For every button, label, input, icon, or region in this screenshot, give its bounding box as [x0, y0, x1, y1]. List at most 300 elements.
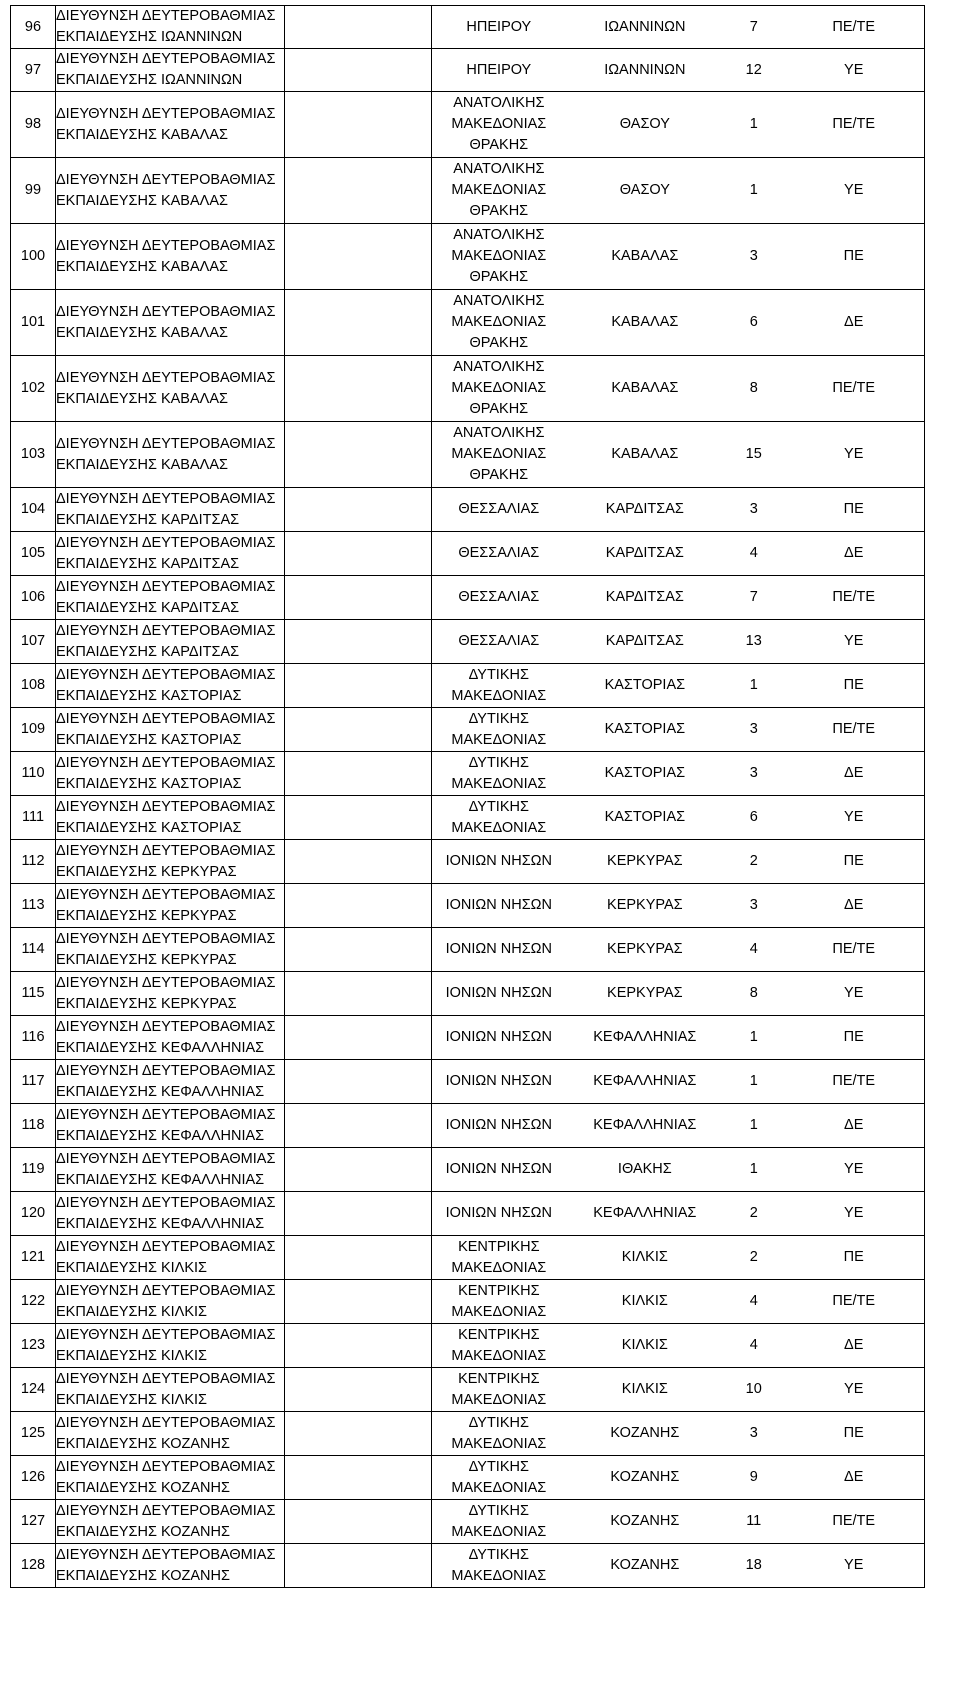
region-line: ΚΕΝΤΡΙΚΗΣ [458, 1370, 540, 1387]
staff-category: ΠΕ/ΤΕ [832, 1513, 876, 1529]
directorate-cell [56, 928, 285, 972]
staff-category: ΠΕ/ΤΕ [832, 721, 876, 737]
staff-category: ΠΕ [843, 501, 864, 517]
directorate-cell [56, 1016, 285, 1060]
position-count: 1 [749, 1161, 758, 1177]
position-count: 1 [749, 116, 758, 132]
staff-category: ΥΕ [844, 446, 864, 462]
directorate-line: ΔΙΕΥΘΥΝΣΗ ΔΕΥΤΕΡΟΒΑΘΜΙΑΣ [56, 369, 276, 386]
directorate-line: ΔΙΕΥΘΥΝΣΗ ΔΕΥΤΕΡΟΒΑΘΜΙΑΣ [56, 435, 276, 452]
region-line: ΔΥΤΙΚΗΣ [468, 1458, 529, 1475]
directorate-line: ΔΙΕΥΘΥΝΣΗ ΔΕΥΤΕΡΟΒΑΘΜΙΑΣ [56, 1150, 276, 1167]
region [432, 753, 566, 795]
position-count: 3 [749, 501, 758, 517]
staff-category: ΥΕ [844, 1205, 864, 1221]
row-number: 127 [11, 1500, 56, 1544]
table-row [11, 1104, 925, 1148]
directorate-line: ΕΚΠΑΙΔΕΥΣΗΣ ΚΕΡΚΥΡΑΣ [56, 995, 237, 1012]
directorate-line: ΔΙΕΥΘΥΝΣΗ ΔΕΥΤΕΡΟΒΑΘΜΙΑΣ [56, 666, 276, 683]
region [432, 225, 566, 288]
staff-category: ΥΕ [844, 61, 864, 78]
location-cell [432, 796, 925, 840]
location-group [432, 631, 924, 652]
staff-category: ΠΕ/ΤΕ [832, 116, 876, 132]
location-cell [432, 840, 925, 884]
prefecture: ΚΙΛΚΙΣ [621, 1337, 668, 1353]
prefecture: ΚΙΛΚΙΣ [621, 1293, 668, 1309]
empty-cell [285, 1236, 432, 1280]
table-row [11, 1544, 925, 1588]
empty-cell [285, 928, 432, 972]
table-row [11, 356, 925, 422]
region-line: ΜΑΚΕΔΟΝΙΑΣ [451, 182, 547, 198]
empty-cell [285, 1280, 432, 1324]
directorate-cell [56, 840, 285, 884]
location-cell [432, 6, 925, 49]
row-number: 112 [11, 840, 56, 884]
location-group [432, 499, 924, 520]
region-line: ΜΑΚΕΔΟΝΙΑΣ [451, 731, 547, 748]
region [432, 1545, 566, 1587]
staff-category: ΠΕ [843, 677, 864, 693]
location-cell [432, 972, 925, 1016]
region-line: ΚΕΝΤΡΙΚΗΣ [458, 1326, 540, 1343]
position-count: 13 [745, 633, 762, 649]
directorate-cell [56, 1500, 285, 1544]
empty-cell [285, 49, 432, 92]
position-count: 1 [749, 1029, 758, 1045]
location-group [432, 291, 924, 354]
region-line: ΙΟΝΙΩΝ ΝΗΣΩΝ [445, 1117, 552, 1133]
table-row [11, 422, 925, 488]
directorate-cell [56, 972, 285, 1016]
table-row [11, 158, 925, 224]
directorate-cell [56, 796, 285, 840]
location-cell [432, 1544, 925, 1588]
table-row [11, 576, 925, 620]
row-number: 120 [11, 1192, 56, 1236]
row-number: 111 [11, 796, 56, 840]
location-cell [432, 1500, 925, 1544]
directorate-line: ΔΙΕΥΘΥΝΣΗ ΔΕΥΤΕΡΟΒΑΘΜΙΑΣ [56, 1326, 276, 1343]
location-cell [432, 884, 925, 928]
staff-category: ΠΕ/ΤΕ [832, 1073, 876, 1089]
region [432, 631, 566, 652]
directorate-line: ΕΚΠΑΙΔΕΥΣΗΣ ΚΟΖΑΝΗΣ [56, 1567, 230, 1584]
directorate-cell [56, 1368, 285, 1412]
row-number: 109 [11, 708, 56, 752]
location-group [432, 851, 924, 872]
directorate-cell [56, 422, 285, 488]
directorate-line: ΔΙΕΥΘΥΝΣΗ ΔΕΥΤΕΡΟΒΑΘΜΙΑΣ [56, 1282, 276, 1299]
directorate-cell [56, 1544, 285, 1588]
position-count: 7 [749, 589, 758, 605]
directorate-line: ΕΚΠΑΙΔΕΥΣΗΣ ΚΑΡΔΙΤΣΑΣ [56, 511, 240, 528]
region-line: ΚΕΝΤΡΙΚΗΣ [458, 1238, 540, 1255]
location-group [432, 159, 924, 222]
staff-category: ΠΕ/ΤΕ [832, 1293, 876, 1309]
region-line: ΔΥΤΙΚΗΣ [468, 798, 529, 815]
row-number: 124 [11, 1368, 56, 1412]
row-number: 102 [11, 356, 56, 422]
prefecture: ΚΕΦΑΛΛΗΝΙΑΣ [593, 1029, 697, 1045]
directorate-line: ΔΙΕΥΘΥΝΣΗ ΔΕΥΤΕΡΟΒΑΘΜΙΑΣ [56, 1458, 276, 1475]
position-count: 3 [749, 248, 758, 264]
empty-cell [285, 488, 432, 532]
region-line: ΔΥΤΙΚΗΣ [468, 710, 529, 727]
row-number: 119 [11, 1148, 56, 1192]
staff-category: ΔΕ [844, 765, 864, 781]
region [432, 1159, 566, 1180]
directorate-line: ΔΙΕΥΘΥΝΣΗ ΔΕΥΤΕΡΟΒΑΘΜΙΑΣ [56, 303, 276, 320]
table-row [11, 752, 925, 796]
directorate-line: ΔΙΕΥΘΥΝΣΗ ΔΕΥΤΕΡΟΒΑΘΜΙΑΣ [56, 1062, 276, 1079]
directorate-line: ΕΚΠΑΙΔΕΥΣΗΣ ΙΩΑΝΝΙΝΩΝ [56, 72, 243, 88]
directorate-cell [56, 532, 285, 576]
table-row [11, 708, 925, 752]
location-cell [432, 1456, 925, 1500]
prefecture: ΚΕΡΚΥΡΑΣ [607, 853, 683, 869]
region [432, 93, 566, 156]
row-number: 118 [11, 1104, 56, 1148]
region-line: ΜΑΚΕΔΟΝΙΑΣ [451, 1259, 547, 1276]
directorate-line: ΕΚΠΑΙΔΕΥΣΗΣ ΚΑΣΤΟΡΙΑΣ [56, 731, 242, 748]
directorate-cell [56, 356, 285, 422]
directorate-line: ΕΚΠΑΙΔΕΥΣΗΣ ΚΑΒΑΛΑΣ [56, 324, 228, 341]
directorate-line: ΔΙΕΥΘΥΝΣΗ ΔΕΥΤΕΡΟΒΑΘΜΙΑΣ [56, 51, 276, 67]
location-group [432, 753, 924, 795]
region-line: ΜΑΚΕΔΟΝΙΑΣ [451, 775, 547, 792]
directorate-cell [56, 1192, 285, 1236]
directorate-line: ΕΚΠΑΙΔΕΥΣΗΣ ΚΕΡΚΥΡΑΣ [56, 907, 237, 924]
directorate-line: ΔΙΕΥΘΥΝΣΗ ΔΕΥΤΕΡΟΒΑΘΜΙΑΣ [56, 8, 276, 24]
directorate-line: ΔΙΕΥΘΥΝΣΗ ΔΕΥΤΕΡΟΒΑΘΜΙΑΣ [56, 1502, 276, 1519]
directorate-line: ΔΙΕΥΘΥΝΣΗ ΔΕΥΤΕΡΟΒΑΘΜΙΑΣ [56, 1414, 276, 1431]
directorate-line: ΕΚΠΑΙΔΕΥΣΗΣ ΚΕΦΑΛΛΗΝΙΑΣ [56, 1171, 265, 1188]
empty-cell [285, 840, 432, 884]
location-group [432, 1237, 924, 1279]
table-row [11, 884, 925, 928]
region-line: ΘΕΣΣΑΛΙΑΣ [458, 633, 540, 649]
region [432, 1501, 566, 1543]
location-group [432, 1369, 924, 1411]
prefecture: ΚΑΡΔΙΤΣΑΣ [605, 501, 684, 517]
location-group [432, 93, 924, 156]
directorate-line: ΕΚΠΑΙΔΕΥΣΗΣ ΚΑΒΑΛΑΣ [56, 258, 228, 275]
region [432, 709, 566, 751]
position-count: 2 [749, 1205, 758, 1221]
region [432, 851, 566, 872]
table-row [11, 840, 925, 884]
region-line: ΜΑΚΕΔΟΝΙΑΣ [451, 819, 547, 836]
location-group [432, 1457, 924, 1499]
row-number: 100 [11, 224, 56, 290]
prefecture: ΚΕΡΚΥΡΑΣ [607, 985, 683, 1001]
region-line: ΜΑΚΕΔΟΝΙΑΣ [451, 1479, 547, 1496]
prefecture: ΚΑΒΑΛΑΣ [611, 446, 679, 462]
staff-category: ΠΕ [843, 248, 864, 264]
directorate-line: ΕΚΠΑΙΔΕΥΣΗΣ ΚΕΡΚΥΡΑΣ [56, 951, 237, 968]
empty-cell [285, 6, 432, 49]
position-count: 3 [749, 897, 758, 913]
row-number: 128 [11, 1544, 56, 1588]
directorate-cell [56, 49, 285, 92]
region-line: ΘΡΑΚΗΣ [469, 269, 529, 285]
staff-category: ΔΕ [844, 1337, 864, 1353]
region-line: ΑΝΑΤΟΛΙΚΗΣ [453, 95, 545, 111]
region-line: ΘΕΣΣΑΛΙΑΣ [458, 545, 540, 561]
position-count: 12 [745, 61, 762, 78]
region-line: ΜΑΚΕΔΟΝΙΑΣ [451, 1567, 547, 1584]
location-cell [432, 92, 925, 158]
location-cell [432, 928, 925, 972]
directorate-line: ΕΚΠΑΙΔΕΥΣΗΣ ΚΑΣΤΟΡΙΑΣ [56, 819, 242, 836]
region-line: ΔΥΤΙΚΗΣ [468, 1546, 529, 1563]
empty-cell [285, 576, 432, 620]
location-cell [432, 664, 925, 708]
region-line: ΙΟΝΙΩΝ ΝΗΣΩΝ [445, 853, 552, 869]
empty-cell [285, 1148, 432, 1192]
prefecture: ΙΩΑΝΝΙΝΩΝ [604, 61, 686, 78]
location-group [432, 1203, 924, 1224]
location-group [432, 983, 924, 1004]
location-group [432, 1325, 924, 1367]
directorate-cell [56, 92, 285, 158]
region-line: ΔΥΤΙΚΗΣ [468, 1414, 529, 1431]
region-line: ΘΡΑΚΗΣ [469, 137, 529, 153]
staff-category: ΔΕ [844, 314, 864, 330]
region-line: ΜΑΚΕΔΟΝΙΑΣ [451, 446, 547, 462]
directorate-line: ΕΚΠΑΙΔΕΥΣΗΣ ΚΕΦΑΛΛΗΝΙΑΣ [56, 1083, 265, 1100]
location-group [432, 1413, 924, 1455]
directorate-cell [56, 1324, 285, 1368]
prefecture: ΚΟΖΑΝΗΣ [610, 1557, 680, 1573]
empty-cell [285, 224, 432, 290]
directorate-line: ΔΙΕΥΘΥΝΣΗ ΔΕΥΤΕΡΟΒΑΘΜΙΑΣ [56, 754, 276, 771]
row-number: 99 [11, 158, 56, 224]
location-group [432, 665, 924, 707]
table-row [11, 1280, 925, 1324]
region-line: ΙΟΝΙΩΝ ΝΗΣΩΝ [445, 941, 552, 957]
region-line: ΘΡΑΚΗΣ [469, 467, 529, 483]
region-line: ΙΟΝΙΩΝ ΝΗΣΩΝ [445, 1029, 552, 1045]
prefecture: ΚΟΖΑΝΗΣ [610, 1513, 680, 1529]
staff-category: ΥΕ [844, 182, 864, 198]
directorate-line: ΕΚΠΑΙΔΕΥΣΗΣ ΚΟΖΑΝΗΣ [56, 1523, 230, 1540]
positions-table [10, 5, 925, 1588]
staff-category: ΔΕ [844, 1117, 864, 1133]
position-count: 6 [749, 314, 758, 330]
directorate-cell [56, 6, 285, 49]
prefecture: ΚΑΡΔΙΤΣΑΣ [605, 633, 684, 649]
position-count: 11 [746, 1513, 762, 1529]
row-number: 122 [11, 1280, 56, 1324]
prefecture: ΚΑΣΤΟΡΙΑΣ [604, 677, 686, 693]
directorate-line: ΕΚΠΑΙΔΕΥΣΗΣ ΚΑΡΔΙΤΣΑΣ [56, 599, 240, 616]
prefecture: ΙΘΑΚΗΣ [617, 1161, 672, 1177]
location-group [432, 1027, 924, 1048]
location-cell [432, 49, 925, 92]
staff-category: ΥΕ [844, 1161, 864, 1177]
table-row [11, 928, 925, 972]
location-group [432, 225, 924, 288]
directorate-line: ΔΙΕΥΘΥΝΣΗ ΔΕΥΤΕΡΟΒΑΘΜΙΑΣ [56, 1194, 276, 1211]
location-cell [432, 1192, 925, 1236]
table-row [11, 1060, 925, 1104]
row-number: 101 [11, 290, 56, 356]
location-cell [432, 224, 925, 290]
location-cell [432, 1280, 925, 1324]
position-count: 3 [749, 1425, 758, 1441]
row-number: 116 [11, 1016, 56, 1060]
empty-cell [285, 1544, 432, 1588]
empty-cell [285, 356, 432, 422]
row-number: 97 [11, 49, 56, 92]
empty-cell [285, 1324, 432, 1368]
prefecture: ΚΕΡΚΥΡΑΣ [607, 897, 683, 913]
location-group [432, 423, 924, 486]
row-number: 115 [11, 972, 56, 1016]
row-number: 123 [11, 1324, 56, 1368]
location-cell [432, 752, 925, 796]
empty-cell [285, 532, 432, 576]
position-count: 4 [749, 941, 758, 957]
row-number: 104 [11, 488, 56, 532]
empty-cell [285, 290, 432, 356]
prefecture: ΘΑΣΟΥ [619, 116, 670, 132]
staff-category: ΥΕ [844, 1557, 864, 1573]
prefecture: ΚΕΦΑΛΛΗΝΙΑΣ [593, 1117, 697, 1133]
directorate-cell [56, 664, 285, 708]
directorate-line: ΔΙΕΥΘΥΝΣΗ ΔΕΥΤΕΡΟΒΑΘΜΙΑΣ [56, 842, 276, 859]
table-row [11, 6, 925, 49]
directorate-line: ΔΙΕΥΘΥΝΣΗ ΔΕΥΤΕΡΟΒΑΘΜΙΑΣ [56, 1370, 276, 1387]
directorate-line: ΔΙΕΥΘΥΝΣΗ ΔΕΥΤΕΡΟΒΑΘΜΙΑΣ [56, 534, 276, 551]
location-group [432, 543, 924, 564]
row-number: 105 [11, 532, 56, 576]
prefecture: ΚΑΣΤΟΡΙΑΣ [604, 721, 686, 737]
region-line: ΜΑΚΕΔΟΝΙΑΣ [451, 1391, 547, 1408]
staff-category: ΠΕ [843, 853, 864, 869]
empty-cell [285, 620, 432, 664]
table-row [11, 49, 925, 92]
region [432, 159, 566, 222]
empty-cell [285, 708, 432, 752]
row-number: 113 [11, 884, 56, 928]
region [432, 1027, 566, 1048]
location-cell [432, 1060, 925, 1104]
empty-cell [285, 796, 432, 840]
region-line: ΑΝΑΤΟΛΙΚΗΣ [453, 425, 545, 441]
position-count: 18 [745, 1557, 762, 1573]
prefecture: ΚΑΡΔΙΤΣΑΣ [605, 589, 684, 605]
staff-category: ΠΕ [843, 1425, 864, 1441]
directorate-cell [56, 224, 285, 290]
directorate-line: ΔΙΕΥΘΥΝΣΗ ΔΕΥΤΕΡΟΒΑΘΜΙΑΣ [56, 237, 276, 254]
location-cell [432, 1104, 925, 1148]
region-line: ΜΑΚΕΔΟΝΙΑΣ [451, 116, 547, 132]
location-cell [432, 620, 925, 664]
directorate-cell [56, 576, 285, 620]
position-count: 1 [749, 182, 758, 198]
region [432, 1413, 566, 1455]
directorate-line: ΕΚΠΑΙΔΕΥΣΗΣ ΚΑΒΑΛΑΣ [56, 390, 228, 407]
table-row [11, 1148, 925, 1192]
directorate-line: ΕΚΠΑΙΔΕΥΣΗΣ ΚΟΖΑΝΗΣ [56, 1435, 230, 1452]
table-row [11, 1368, 925, 1412]
table-row [11, 620, 925, 664]
prefecture: ΚΑΒΑΛΑΣ [611, 380, 679, 396]
position-count: 4 [749, 1293, 758, 1309]
region-line: ΙΟΝΙΩΝ ΝΗΣΩΝ [445, 1073, 552, 1089]
directorate-line: ΕΚΠΑΙΔΕΥΣΗΣ ΚΑΒΑΛΑΣ [56, 126, 228, 143]
directorate-line: ΕΚΠΑΙΔΕΥΣΗΣ ΚΑΡΔΙΤΣΑΣ [56, 555, 240, 572]
region [432, 1325, 566, 1367]
table-row [11, 290, 925, 356]
position-count: 2 [749, 853, 758, 869]
location-group [432, 895, 924, 916]
region-line: ΜΑΚΕΔΟΝΙΑΣ [451, 314, 547, 330]
region-line: ΜΑΚΕΔΟΝΙΑΣ [451, 1435, 547, 1452]
prefecture: ΚΑΣΤΟΡΙΑΣ [604, 765, 686, 781]
prefecture: ΚΑΡΔΙΤΣΑΣ [605, 545, 684, 561]
directorate-cell [56, 488, 285, 532]
directorate-line: ΔΙΕΥΘΥΝΣΗ ΔΕΥΤΕΡΟΒΑΘΜΙΑΣ [56, 710, 276, 727]
table-row [11, 224, 925, 290]
region [432, 1369, 566, 1411]
table-row [11, 92, 925, 158]
location-cell [432, 158, 925, 224]
directorate-line: ΔΙΕΥΘΥΝΣΗ ΔΕΥΤΕΡΟΒΑΘΜΙΑΣ [56, 490, 276, 507]
prefecture: ΚΑΣΤΟΡΙΑΣ [604, 809, 686, 825]
position-count: 8 [749, 985, 758, 1001]
staff-category: ΠΕ/ΤΕ [832, 589, 876, 605]
position-count: 4 [749, 545, 758, 561]
location-cell [432, 1324, 925, 1368]
directorate-cell [56, 1412, 285, 1456]
region [432, 797, 566, 839]
table-row [11, 532, 925, 576]
directorate-line: ΕΚΠΑΙΔΕΥΣΗΣ ΚΕΦΑΛΛΗΝΙΑΣ [56, 1127, 265, 1144]
staff-category: ΥΕ [844, 809, 864, 825]
prefecture: ΚΙΛΚΙΣ [621, 1249, 668, 1265]
region [432, 60, 566, 81]
location-group [432, 60, 924, 81]
position-count: 10 [745, 1381, 762, 1397]
region-line: ΗΠΕΙΡΟΥ [466, 61, 532, 78]
region [432, 665, 566, 707]
directorate-line: ΕΚΠΑΙΔΕΥΣΗΣ ΙΩΑΝΝΙΝΩΝ [56, 29, 243, 45]
region-line: ΙΟΝΙΩΝ ΝΗΣΩΝ [445, 897, 552, 913]
directorate-cell [56, 708, 285, 752]
table-row [11, 1192, 925, 1236]
empty-cell [285, 1456, 432, 1500]
region [432, 939, 566, 960]
prefecture: ΘΑΣΟΥ [619, 182, 670, 198]
prefecture: ΙΩΑΝΝΙΝΩΝ [604, 18, 686, 35]
position-count: 15 [745, 446, 762, 462]
region-line: ΜΑΚΕΔΟΝΙΑΣ [451, 1303, 547, 1320]
row-number: 117 [11, 1060, 56, 1104]
region [432, 1457, 566, 1499]
directorate-cell [56, 620, 285, 664]
row-number: 107 [11, 620, 56, 664]
table-row [11, 1412, 925, 1456]
directorate-line: ΔΙΕΥΘΥΝΣΗ ΔΕΥΤΕΡΟΒΑΘΜΙΑΣ [56, 1018, 276, 1035]
table-row [11, 488, 925, 532]
region-line: ΑΝΑΤΟΛΙΚΗΣ [453, 293, 545, 309]
directorate-line: ΔΙΕΥΘΥΝΣΗ ΔΕΥΤΕΡΟΒΑΘΜΙΑΣ [56, 974, 276, 991]
